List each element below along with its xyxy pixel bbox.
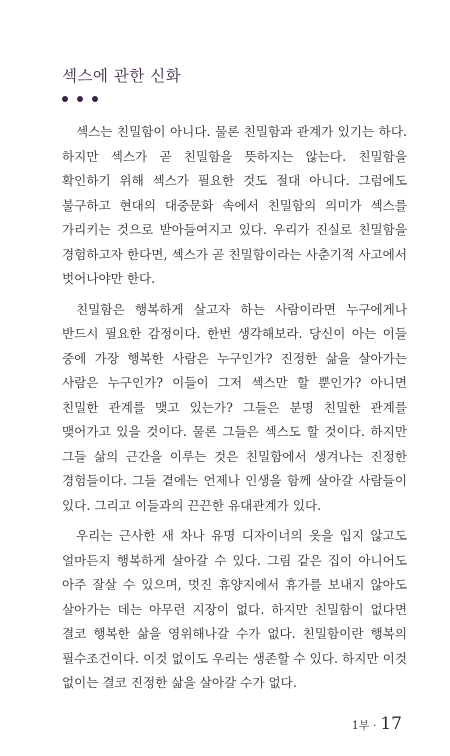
paragraph: 섹스는 친밀함이 아니다. 물론 친밀함과 관계가 있기는 하다. 하지만 섹스가 곧 친밀함을 뜻하지는 않는다. 친밀함을 확인하기 위해 섹스가 필요한 것도 절대 아니다. 그럼에도 불구하고 현대의 대중문화 속에서 친밀함의 의미가 섹스를 가리키는 것으로 받아들여지고 있다. 우리가 진실로 친밀함을 경험하고자 한다면, 섹스가 곧 친밀함이라는 사춘기적 사고에서 벗어나야만 한다. — [62, 124, 407, 286]
ornament-dot — [62, 96, 68, 102]
ornament-dot — [92, 96, 98, 102]
body-text — [62, 120, 407, 702]
section-ornament — [62, 96, 98, 102]
part-label: 1부 · — [351, 719, 377, 732]
paragraph: 우리는 근사한 새 차나 유명 디자이너의 옷을 입지 않고도 얼마든지 행복하게 살아갈 수 있다. 그림 같은 집이 아니어도 아주 잘살 수 있으며, 멋진 휴양지에서 휴가를 보내지 않아도 살아가는 데는 아무런 지장이 없다. 하지만 친밀함이 없다면 결코 행복한 삶을 영위해나갈 수가 없다. 친밀함이란 행복의 필수조건이다. 이것 없이도 우리는 생존할 수 있다. 하지만 이것 없이는 결코 진정한 삶을 살아갈 수가 없다. — [62, 528, 407, 690]
ornament-dot — [77, 96, 83, 102]
section-title: 섹스에 관한 신화 — [62, 67, 182, 85]
page-footer — [352, 714, 402, 734]
paragraph: 친밀함은 행복하게 살고자 하는 사람이라면 누구에게나 반드시 필요한 감정이다. 한번 생각해보라. 당신이 아는 이들 중에 가장 행복한 사람은 누구인가? 진정한 삶을 살아가는 사람은 누구인가? 이들이 그저 섹스만 할 뿐인가? 아니면 친밀한 관계를 맺고 있는가? 그들은 분명 친밀한 관계를 맺어가고 있을 것이다. 물론 그들은 섹스도 할 것이다. 하지만 그들 삶의 근간을 이루는 것은 친밀함에서 생겨나는 진정한 경험들이다. 그들 곁에는 언제나 인생을 함께 살아갈 사람들이 있다. 그리고 이들과의 끈끈한 유대관계가 있다. — [62, 301, 407, 513]
page-number: 17 — [380, 714, 402, 734]
